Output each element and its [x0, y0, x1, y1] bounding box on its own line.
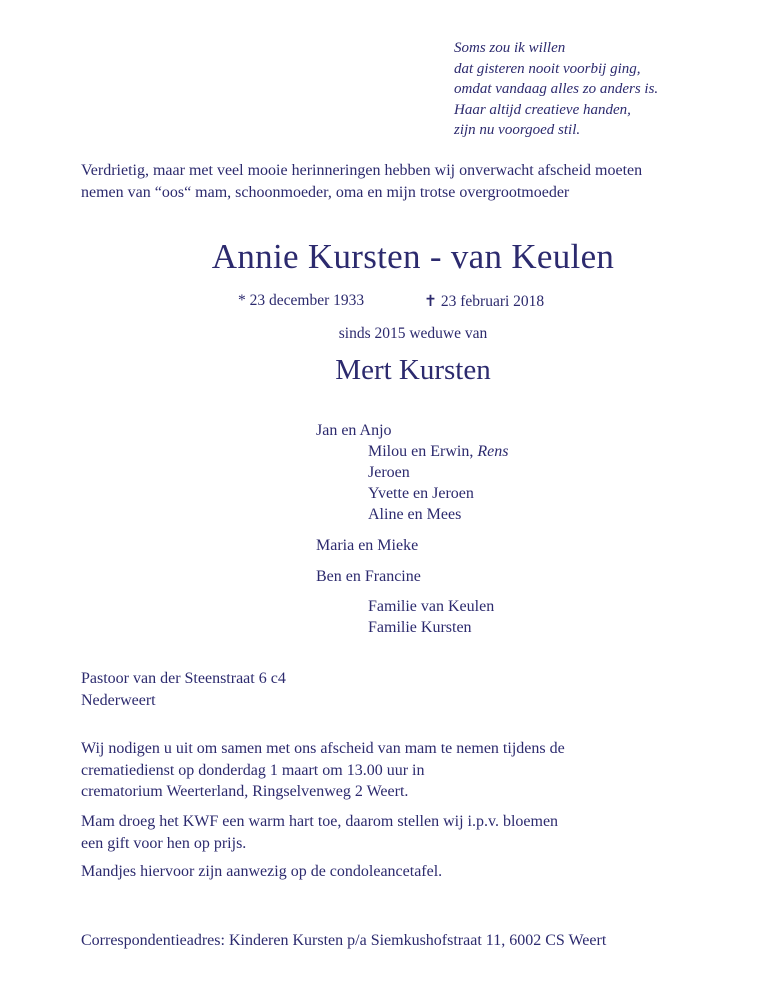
- family-member: Familie van Keulen: [368, 598, 495, 615]
- family-member: [368, 441, 508, 462]
- baskets-line: Mandjes hiervoor zijn aanwezig op de condoleancetafel.: [81, 863, 443, 880]
- family-member: Aline en Mees: [368, 506, 462, 523]
- home-address: [81, 668, 286, 711]
- intro-line: Verdrietig, maar met veel mooie herinneringen hebben wij onverwacht afscheid moeten: [81, 162, 643, 179]
- invitation-line: Wij nodigen u uit om samen met ons afscheid van mam te nemen tijdens de: [81, 740, 565, 757]
- family-member-names: Milou en Erwin,: [368, 443, 478, 460]
- deceased-name: Annie Kursten - van Keulen: [211, 237, 615, 276]
- poem-line: dat gisteren nooit voorbij ging,: [454, 60, 641, 77]
- poem-line: Haar altijd creatieve handen,: [454, 101, 631, 118]
- poem: [454, 38, 658, 141]
- invitation-text: [81, 738, 565, 803]
- poem-line: Soms zou ik willen: [454, 40, 566, 56]
- family-member: Maria en Mieke: [316, 537, 419, 554]
- widow-line: sinds 2015 weduwe van: [338, 325, 488, 342]
- family-member: Ben en Francine: [316, 568, 421, 585]
- spouse-name: Mert Kursten: [335, 354, 491, 386]
- correspondence-address: Correspondentieadres: Kinderen Kursten p/a Siemkushofstraat 11, 6002 CS Weert: [81, 932, 607, 949]
- intro-text: [81, 160, 751, 204]
- address-line: Pastoor van der Steenstraat 6 c4: [81, 670, 286, 687]
- family-member: Jeroen: [368, 464, 410, 481]
- death-date: ✝ 23 februari 2018: [424, 293, 545, 310]
- baskets-text: [81, 861, 442, 883]
- kwf-line: Mam droeg het KWF een warm hart toe, daarom stellen wij i.p.v. bloemen: [81, 813, 559, 830]
- poem-line: omdat vandaag alles zo anders is.: [454, 81, 659, 97]
- family-member: Yvette en Jeroen: [368, 485, 474, 502]
- poem-line: zijn nu voorgoed stil.: [454, 122, 581, 138]
- invitation-line: crematorium Weerterland, Ringselvenweg 2 Weert.: [81, 783, 409, 800]
- address-line: Nederweert: [81, 691, 156, 709]
- invitation-line: crematiedienst op donderdag 1 maart om 13.00 uur in: [81, 761, 425, 779]
- intro-line: nemen van “oos“ mam, schoonmoeder, oma en mijn trotse overgrootmoeder: [81, 184, 570, 201]
- family-member: Familie Kursten: [368, 619, 472, 636]
- kwf-text: [81, 811, 558, 854]
- birth-date: * 23 december 1933: [238, 292, 365, 309]
- family-member: Jan en Anjo: [316, 422, 392, 439]
- family-member-child: Rens: [477, 443, 509, 460]
- kwf-line: een gift voor hen op prijs.: [81, 834, 247, 852]
